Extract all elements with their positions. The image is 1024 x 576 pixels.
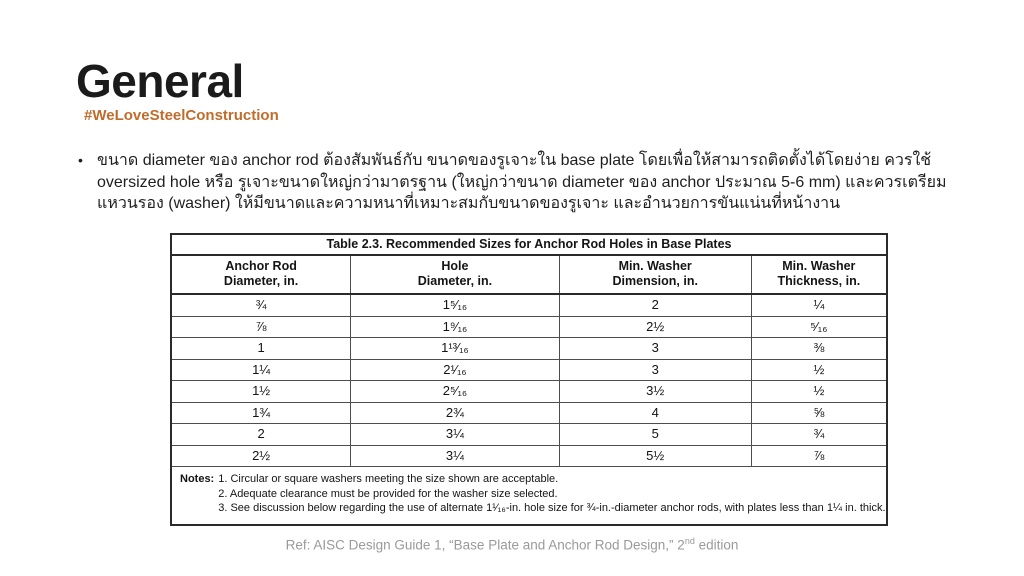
table-cell: 1½: [172, 381, 351, 402]
bullet-item: [78, 150, 947, 215]
bullet-text-line: ขนาด diameter ของ anchor rod ต้องสัมพันธ์กับ ขนาดของรูเจาะใน base plate โดยเพื่อให้สามารถติดตั้งได้โดยง่าย ควรใช้: [97, 152, 932, 169]
table-notes: [172, 467, 886, 524]
table-cell: ½: [813, 361, 825, 377]
table-cell: 4: [560, 403, 752, 424]
table-cell: 3¼: [351, 446, 559, 467]
footer-reference-text: Ref: AISC Design Guide 1, “Base Plate and Anchor Rod Design,” 2: [285, 537, 685, 553]
table-cell: 3½: [560, 381, 752, 402]
table-header-row: [172, 256, 886, 295]
note-item: 2. Adequate clearance must be provided for the washer size selected.: [218, 487, 558, 500]
table-row: [172, 403, 886, 425]
table-cell: 1¼: [172, 360, 351, 381]
table-cell: ⅞: [172, 317, 351, 338]
table-row: [172, 360, 886, 382]
table-cell: ¼: [813, 297, 825, 312]
table-row: [172, 446, 886, 468]
table-row: [172, 317, 886, 339]
footer-reference-text: edition: [694, 537, 739, 553]
table-cell: 3: [560, 338, 752, 359]
table-cell: 5: [560, 424, 752, 445]
bullet-text-line: แหวนรอง (washer) ให้มีขนาดและความหนาที่เหมาะสมกับขนาดของรูเจาะ และอำนวยการขันแน่นที่หน้างาน: [97, 195, 841, 212]
footer-reference: [0, 536, 1024, 553]
table-cell: 1: [172, 338, 351, 359]
column-header-line: Dimension, in.: [612, 274, 698, 288]
table-cell: ¾: [813, 426, 825, 441]
table-cell: 1¾: [172, 403, 351, 424]
column-header-line: Diameter, in.: [417, 274, 493, 288]
column-header-line: Min. Washer: [618, 259, 692, 273]
table-cell: ¾: [172, 295, 351, 316]
page-title: General: [76, 55, 244, 107]
hashtag-label: #WeLoveSteelConstruction: [84, 107, 279, 124]
table-cell: 1⁵⁄₁₆: [351, 295, 559, 316]
table-title: Table 2.3. Recommended Sizes for Anchor Rod Holes in Base Plates: [172, 235, 886, 256]
table-cell: ⅝: [813, 404, 825, 420]
column-header-anchor-rod-diameter: [172, 256, 351, 293]
bullet-text: [97, 150, 947, 215]
column-header-line: Min. Washer: [782, 259, 856, 273]
table-row: [172, 295, 886, 317]
bullet-text-line: oversized hole หรือ รูเจาะขนาดใหญ่กว่ามาตรฐาน (ใหญ่กว่าขนาด diameter ของ anchor ประมาณ 5-6 mm) และควรเตรียม: [97, 173, 947, 191]
column-header-line: Diameter, in.: [223, 274, 299, 288]
footer-reference-superscript: nd: [684, 536, 695, 546]
table-cell: 2: [560, 295, 752, 316]
column-header-line: Anchor Rod: [225, 259, 297, 273]
table-row: [172, 381, 886, 403]
note-item: 3. See discussion below regarding the use of alternate 1¹⁄₁₆-in. hole size for ¾-in.-diameter anchor rods, with plates less than 1¼ in. thick.: [218, 502, 886, 514]
table-cell: 3: [560, 360, 752, 381]
table-cell: 2½: [560, 317, 752, 338]
table-cell: ⅜: [813, 340, 825, 355]
table-cell: 1¹³⁄₁₆: [351, 338, 559, 359]
table-row: [172, 424, 886, 446]
bullet-marker: •: [78, 152, 83, 168]
notes-label: Notes:: [180, 473, 215, 485]
table-cell: 2: [172, 424, 351, 445]
table-cell: 2¾: [351, 403, 559, 424]
table-cell: 2¹⁄₁₆: [351, 360, 559, 381]
table-cell: 1⁹⁄₁₆: [351, 317, 559, 338]
notes-list: [218, 472, 885, 516]
table-cell: ⁵⁄₁₆: [810, 318, 828, 334]
table-cell: ½: [813, 383, 825, 398]
anchor-rod-holes-table: [170, 233, 888, 526]
table-cell: 2½: [172, 446, 351, 467]
table-cell: ⅞: [813, 447, 825, 463]
table-cell: 3¼: [351, 424, 559, 445]
column-header-line: Hole: [441, 259, 469, 273]
note-item: 1. Circular or square washers meeting the size shown are acceptable.: [218, 473, 559, 485]
column-header-min-washer-thickness: [752, 256, 886, 293]
column-header-line: Thickness, in.: [777, 274, 861, 288]
column-header-min-washer-dimension: [560, 256, 752, 293]
table-row: [172, 338, 886, 360]
column-header-hole-diameter: [351, 256, 559, 293]
table-cell: 5½: [560, 446, 752, 467]
table-cell: 2⁵⁄₁₆: [351, 381, 559, 402]
